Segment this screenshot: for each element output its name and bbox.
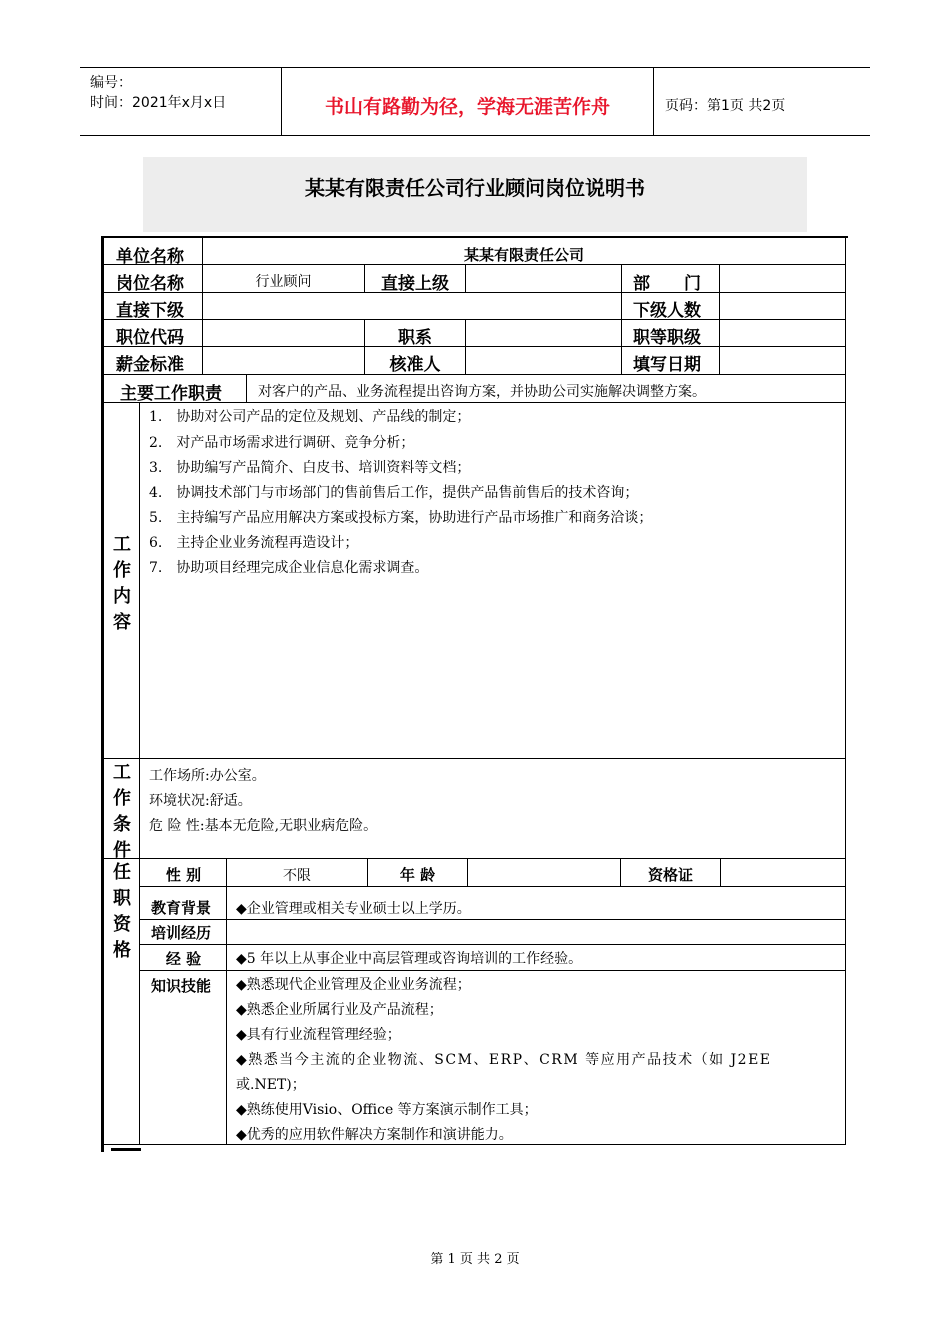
page-indicator: 页码：第1页 共2页 — [665, 98, 786, 114]
gender-value: 不限 — [283, 868, 311, 884]
skills-label: 知识技能 — [151, 977, 212, 995]
post-name-label: 岗位名称 — [116, 274, 184, 294]
list-item: ◆熟悉企业所属行业及产品流程； — [236, 1002, 443, 1018]
grade-label: 职等职级 — [633, 328, 701, 348]
list-item: ◆熟悉现代企业管理及企业业务流程； — [236, 977, 471, 993]
doc-time-label: 时间：2021年x月x日 — [90, 95, 227, 111]
subordinate-count-label: 下级人数 — [633, 301, 701, 321]
approver-label: 核准人 — [389, 355, 441, 375]
table-border-top — [101, 236, 848, 238]
header-top-rule — [80, 67, 870, 68]
education-value: ◆企业管理或相关专业硕士以上学历。 — [236, 901, 471, 917]
direct-superior-label: 直接上级 — [381, 274, 449, 294]
work-content-label: 工作内容 — [113, 534, 131, 633]
table-border-right — [845, 236, 846, 1145]
unit-name-label: 单位名称 — [116, 247, 184, 267]
experience-label: 经 验 — [165, 950, 202, 968]
list-item: 2. 对产品市场需求进行调研、竞争分析； — [149, 435, 415, 451]
series-label: 职系 — [398, 328, 432, 348]
list-item: 环境状况:舒适。 — [149, 793, 252, 809]
gender-label: 性 别 — [165, 866, 202, 884]
qualifications-label: 任职资格 — [113, 862, 131, 961]
list-item: ◆优秀的应用软件解决方案制作和演讲能力。 — [236, 1127, 513, 1143]
list-item: 3. 协助编写产品简介、白皮书、培训资料等文档； — [149, 460, 471, 476]
page-footer: 第 1 页 共 2 页 — [430, 1252, 520, 1267]
list-item: 工作场所:办公室。 — [149, 768, 266, 784]
fill-date-label: 填写日期 — [633, 355, 701, 375]
salary-label: 薪金标准 — [116, 355, 184, 375]
duties-label: 主要工作职责 — [120, 384, 222, 404]
list-item: 4. 协调技术部门与市场部门的售前售后工作，提供产品售前售后的技术咨询； — [149, 485, 639, 501]
header-bottom-rule — [80, 135, 870, 136]
header-motto: 书山有路勤为径，学海无涯苦作舟 — [324, 96, 610, 118]
age-label: 年 龄 — [399, 866, 436, 884]
post-name-value: 行业顾问 — [255, 274, 312, 290]
list-item: 6. 主持企业业务流程再造设计； — [149, 535, 359, 551]
training-label: 培训经历 — [151, 924, 212, 942]
post-code-label: 职位代码 — [116, 328, 184, 348]
duties-value: 对客户的产品、业务流程提出咨询方案，并协助公司实施解决调整方案。 — [258, 384, 706, 400]
education-label: 教育背景 — [151, 899, 212, 917]
list-item: ◆熟悉当今主流的企业物流、SCM、ERP、CRM 等应用产品技术（如 J2EE — [236, 1052, 772, 1068]
direct-subordinate-label: 直接下级 — [116, 301, 184, 321]
table-corner-mark — [111, 1148, 141, 1151]
department-label: 部 门 — [633, 274, 701, 294]
list-item: 或.NET)； — [236, 1077, 306, 1093]
list-item: ◆具有行业流程管理经验； — [236, 1027, 401, 1043]
cert-label: 资格证 — [647, 866, 693, 884]
list-item: 5. 主持编写产品应用解决方案或投标方案，协助进行产品市场推广和商务洽谈； — [149, 510, 653, 526]
work-conditions-label: 工作条件 — [113, 762, 131, 861]
table-border-bottom — [104, 1144, 846, 1145]
list-item: 7. 协助项目经理完成企业信息化需求调查。 — [149, 560, 429, 576]
list-item: 危 险 性:基本无危险,无职业病危险。 — [149, 818, 378, 834]
header-divider — [653, 67, 654, 136]
unit-name-value: 某某有限责任公司 — [463, 246, 584, 264]
experience-value: ◆5 年以上从事企业中高层管理或咨询培训的工作经验。 — [236, 951, 583, 967]
doc-number-label: 编号： — [90, 75, 132, 91]
document-title: 某某有限责任公司行业顾问岗位说明书 — [305, 176, 645, 200]
list-item: 1. 协助对公司产品的定位及规划、产品线的制定； — [149, 409, 471, 425]
list-item: ◆熟练使用Visio、Office 等方案演示制作工具； — [236, 1102, 538, 1118]
